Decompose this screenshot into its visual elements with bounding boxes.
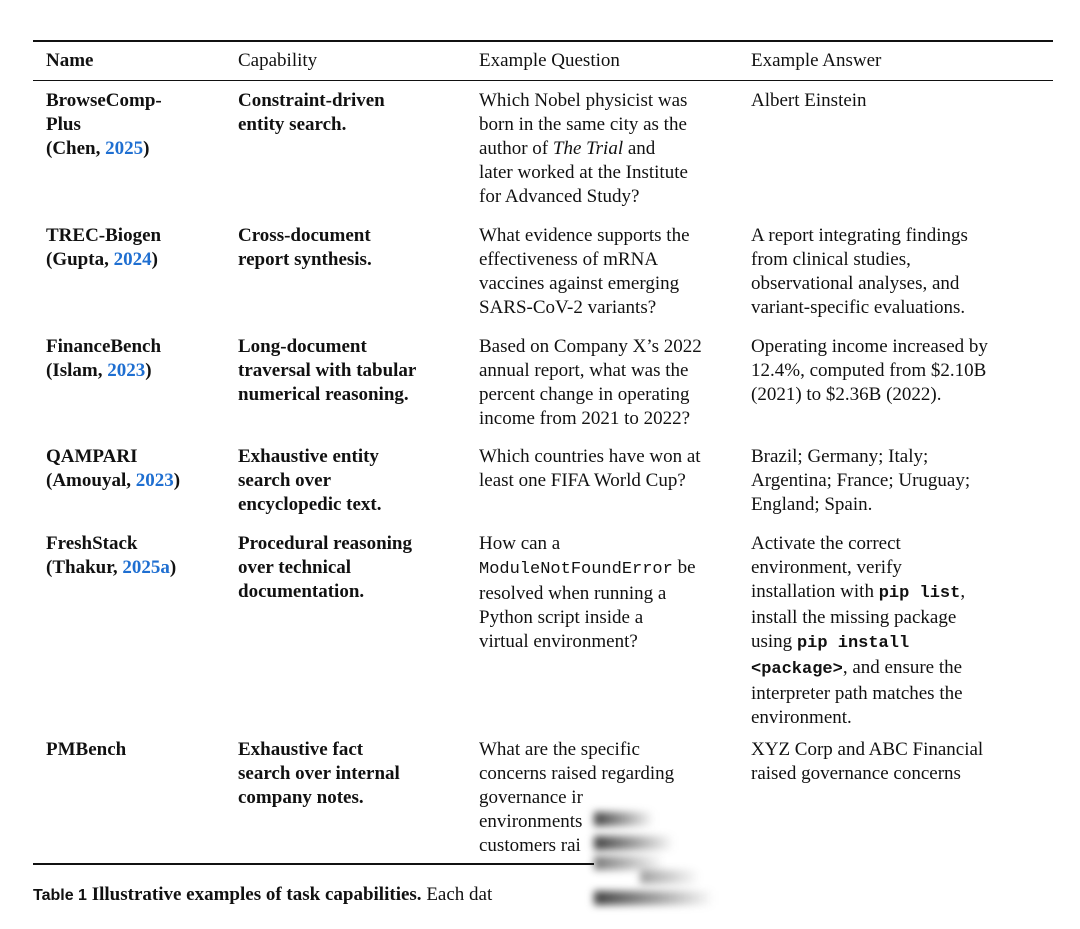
cell-name	[46, 335, 161, 383]
cell-question	[479, 445, 701, 493]
cell-line	[751, 762, 983, 786]
cell-question	[479, 89, 688, 209]
cell-line	[46, 469, 180, 493]
text-segment: search over	[238, 470, 332, 491]
text-segment: FinanceBench	[46, 336, 162, 357]
smear-artifact	[594, 856, 664, 870]
cell-line	[46, 556, 176, 580]
cell-line	[479, 469, 701, 493]
cell-line	[479, 272, 690, 296]
cell-line	[238, 383, 416, 407]
text-segment: governance ir	[479, 787, 583, 808]
text-segment: , and ensure the	[842, 657, 963, 678]
cell-name	[46, 532, 176, 580]
cell-line	[479, 335, 702, 359]
cell-line	[46, 224, 161, 248]
citation-link[interactable]: 2023	[107, 360, 146, 381]
cell-question	[479, 532, 696, 654]
smear-artifact	[594, 836, 674, 850]
cell-line	[751, 224, 968, 248]
text-segment: (Chen,	[46, 138, 106, 159]
text-segment: How can a	[479, 533, 561, 554]
cell-line	[479, 738, 674, 762]
cell-line	[751, 580, 965, 606]
occlusion-mask	[594, 790, 1074, 929]
cell-answer	[751, 738, 983, 786]
cell-line	[479, 137, 688, 161]
text-segment: A report integrating findings	[751, 225, 968, 246]
cell-question	[479, 224, 690, 320]
cell-line	[751, 359, 988, 383]
text-segment: Python script inside a	[479, 607, 644, 628]
cell-line	[751, 445, 970, 469]
smear-artifact	[594, 891, 714, 905]
citation-link[interactable]: 2025a	[122, 557, 170, 578]
text-segment: be	[672, 557, 696, 578]
text-segment: author of	[479, 138, 553, 159]
text-segment: (Islam,	[46, 360, 108, 381]
cell-line	[238, 335, 416, 359]
cell-line	[751, 335, 988, 359]
cell-name	[46, 738, 126, 762]
cell-answer	[751, 532, 965, 730]
text-segment: entity search.	[238, 114, 347, 135]
cell-line	[479, 359, 702, 383]
text-segment: XYZ Corp and ABC Financial	[751, 739, 984, 760]
text-segment: (Amouyal,	[46, 470, 136, 491]
text-segment: (Thakur,	[46, 557, 123, 578]
cell-line	[238, 359, 416, 383]
cell-answer	[751, 445, 970, 517]
cell-line	[238, 556, 412, 580]
cell-line	[46, 248, 161, 272]
cell-name	[46, 445, 180, 493]
header-example-answer: Example Answer	[751, 50, 882, 71]
top-rule	[33, 40, 1053, 42]
text-segment: variant-specific evaluations.	[751, 297, 966, 318]
text-segment: (Gupta,	[46, 249, 114, 270]
text-segment: SARS-CoV-2 variants?	[479, 297, 657, 318]
text-segment: using	[751, 631, 797, 652]
text-segment: The Trial	[552, 138, 624, 159]
cell-line	[479, 383, 702, 407]
cell-line	[479, 89, 688, 113]
text-segment: interpreter path matches the	[751, 683, 963, 704]
header-name: Name	[46, 50, 94, 71]
cell-line	[238, 738, 400, 762]
cell-line	[751, 272, 968, 296]
cell-answer	[751, 335, 988, 407]
citation-link[interactable]: 2023	[135, 470, 174, 491]
text-segment: What are the specific	[479, 739, 640, 760]
text-segment: for Advanced Study?	[479, 186, 640, 207]
text-segment: income from 2021 to 2022?	[479, 408, 691, 429]
cell-line	[479, 407, 702, 431]
text-segment: traversal with tabular	[238, 360, 417, 381]
text-segment: Argentina; France; Uruguay;	[751, 470, 971, 491]
text-segment: from clinical studies,	[751, 249, 911, 270]
text-segment: What evidence supports the	[479, 225, 690, 246]
cell-line	[751, 532, 965, 556]
cell-line	[238, 248, 372, 272]
cell-line	[46, 532, 176, 556]
cell-line	[46, 738, 126, 762]
text-segment: ModuleNotFoundError	[479, 560, 673, 579]
text-segment: Which Nobel physicist was	[479, 90, 688, 111]
bottom-rule	[33, 863, 603, 865]
caption-title: Illustrative examples of task capabilities.	[91, 884, 422, 905]
cell-line	[751, 706, 965, 730]
text-segment: least one FIFA World Cup?	[479, 470, 686, 491]
cell-line	[751, 493, 970, 517]
text-segment: later worked at the Institute	[479, 162, 688, 183]
citation-link[interactable]: 2025	[105, 138, 144, 159]
cell-capability	[238, 224, 372, 272]
cell-line	[479, 606, 696, 630]
cell-line	[479, 532, 696, 556]
text-segment: Based on Company X’s 2022	[479, 336, 702, 357]
cell-line	[479, 296, 690, 320]
text-segment: )	[143, 138, 150, 159]
text-segment: Plus	[46, 114, 81, 135]
smear-artifact	[640, 870, 700, 884]
text-segment: encyclopedic text.	[238, 494, 382, 515]
cell-line	[46, 359, 161, 383]
text-segment: installation with	[751, 581, 879, 602]
text-segment: Which countries have won at	[479, 446, 701, 467]
cell-capability	[238, 89, 385, 137]
text-segment: Exhaustive fact	[238, 739, 364, 760]
text-segment: )	[151, 249, 158, 270]
cell-line	[751, 630, 965, 656]
text-segment: observational analyses, and	[751, 273, 960, 294]
text-segment: Cross-document	[238, 225, 371, 246]
text-segment: report synthesis.	[238, 249, 372, 270]
text-segment: PMBench	[46, 739, 127, 760]
text-segment: )	[173, 470, 181, 491]
header-example-question: Example Question	[479, 50, 620, 71]
cell-line	[238, 493, 382, 517]
cell-capability	[238, 532, 412, 604]
cell-line	[751, 296, 968, 320]
text-segment: environment, verify	[751, 557, 902, 578]
cell-line	[46, 335, 161, 359]
cell-line	[479, 248, 690, 272]
cell-line	[238, 532, 412, 556]
cell-line	[479, 556, 696, 582]
text-segment: and	[623, 138, 656, 159]
header-capability: Capability	[238, 50, 318, 71]
text-segment: )	[145, 360, 152, 381]
table-caption	[33, 884, 492, 906]
header-rule	[33, 80, 1053, 81]
cell-line	[751, 682, 965, 706]
text-segment: numerical reasoning.	[238, 384, 409, 405]
cell-line	[479, 445, 701, 469]
text-segment: QAMPARI	[46, 446, 138, 467]
cell-answer	[751, 89, 867, 113]
text-segment: born in the same city as the	[479, 114, 687, 135]
text-segment: ,	[960, 581, 966, 602]
cell-line	[479, 630, 696, 654]
cell-capability	[238, 738, 400, 810]
cell-line	[751, 606, 965, 630]
cell-line	[751, 469, 970, 493]
text-segment: virtual environment?	[479, 631, 638, 652]
text-segment: Constraint-driven	[238, 90, 385, 111]
text-segment: pip list	[878, 584, 961, 603]
text-segment: company notes.	[238, 787, 364, 808]
text-segment: raised governance concerns	[751, 763, 961, 784]
text-segment: Long-document	[238, 336, 367, 357]
text-segment: annual report, what was the	[479, 360, 689, 381]
cell-line	[479, 161, 688, 185]
text-segment: Brazil; Germany; Italy;	[751, 446, 929, 467]
text-segment: Procedural reasoning	[238, 533, 412, 554]
cell-line	[238, 580, 412, 604]
caption-label: Table 1	[33, 887, 87, 904]
text-segment: concerns raised regarding	[479, 763, 675, 784]
text-segment: <package>	[751, 660, 843, 679]
text-segment: TREC-Biogen	[46, 225, 162, 246]
text-segment: percent change in operating	[479, 384, 690, 405]
smear-artifact	[594, 812, 654, 826]
text-segment: customers rai	[479, 835, 581, 856]
cell-line	[751, 383, 988, 407]
text-segment: documentation.	[238, 581, 365, 602]
cell-question	[479, 335, 702, 431]
text-segment: pip install	[796, 634, 910, 653]
text-segment: Operating income increased by	[751, 336, 988, 357]
cell-capability	[238, 335, 416, 407]
cell-line	[238, 113, 385, 137]
cell-name	[46, 224, 161, 272]
cell-answer	[751, 224, 968, 320]
cell-line	[238, 89, 385, 113]
cell-line	[238, 445, 382, 469]
text-segment: 12.4%, computed from $2.10B	[751, 360, 987, 381]
text-segment: install the missing package	[751, 607, 957, 628]
cell-line	[751, 656, 965, 682]
text-segment: FreshStack	[46, 533, 138, 554]
cell-line	[238, 224, 372, 248]
cell-line	[751, 556, 965, 580]
cell-line	[479, 185, 688, 209]
cell-line	[751, 248, 968, 272]
text-segment: England; Spain.	[751, 494, 873, 515]
text-segment: search over internal	[238, 763, 400, 784]
text-segment: (2021) to $2.36B (2022).	[751, 384, 942, 405]
text-segment: )	[169, 557, 177, 578]
text-segment: Activate the correct	[751, 533, 901, 554]
cell-line	[479, 582, 696, 606]
cell-line	[238, 469, 382, 493]
cell-line	[46, 445, 180, 469]
cell-line	[238, 786, 400, 810]
cell-name	[46, 89, 162, 161]
text-segment: effectiveness of mRNA	[479, 249, 659, 270]
cell-line	[479, 762, 674, 786]
cell-line	[479, 113, 688, 137]
cell-line	[751, 89, 867, 113]
text-segment: resolved when running a	[479, 583, 667, 604]
cell-line	[479, 224, 690, 248]
text-segment: Albert Einstein	[751, 90, 867, 111]
text-segment: Exhaustive entity	[238, 446, 379, 467]
cell-line	[46, 137, 162, 161]
text-segment: environments	[479, 811, 583, 832]
cell-line	[751, 738, 983, 762]
caption-text: Each dat	[426, 884, 493, 905]
text-segment: vaccines against emerging	[479, 273, 680, 294]
cell-capability	[238, 445, 382, 517]
cell-line	[238, 762, 400, 786]
text-segment: environment.	[751, 707, 852, 728]
cell-line	[46, 113, 162, 137]
citation-link[interactable]: 2024	[113, 249, 152, 270]
cell-line	[46, 89, 162, 113]
text-segment: BrowseComp-	[46, 90, 162, 111]
text-segment: over technical	[238, 557, 352, 578]
